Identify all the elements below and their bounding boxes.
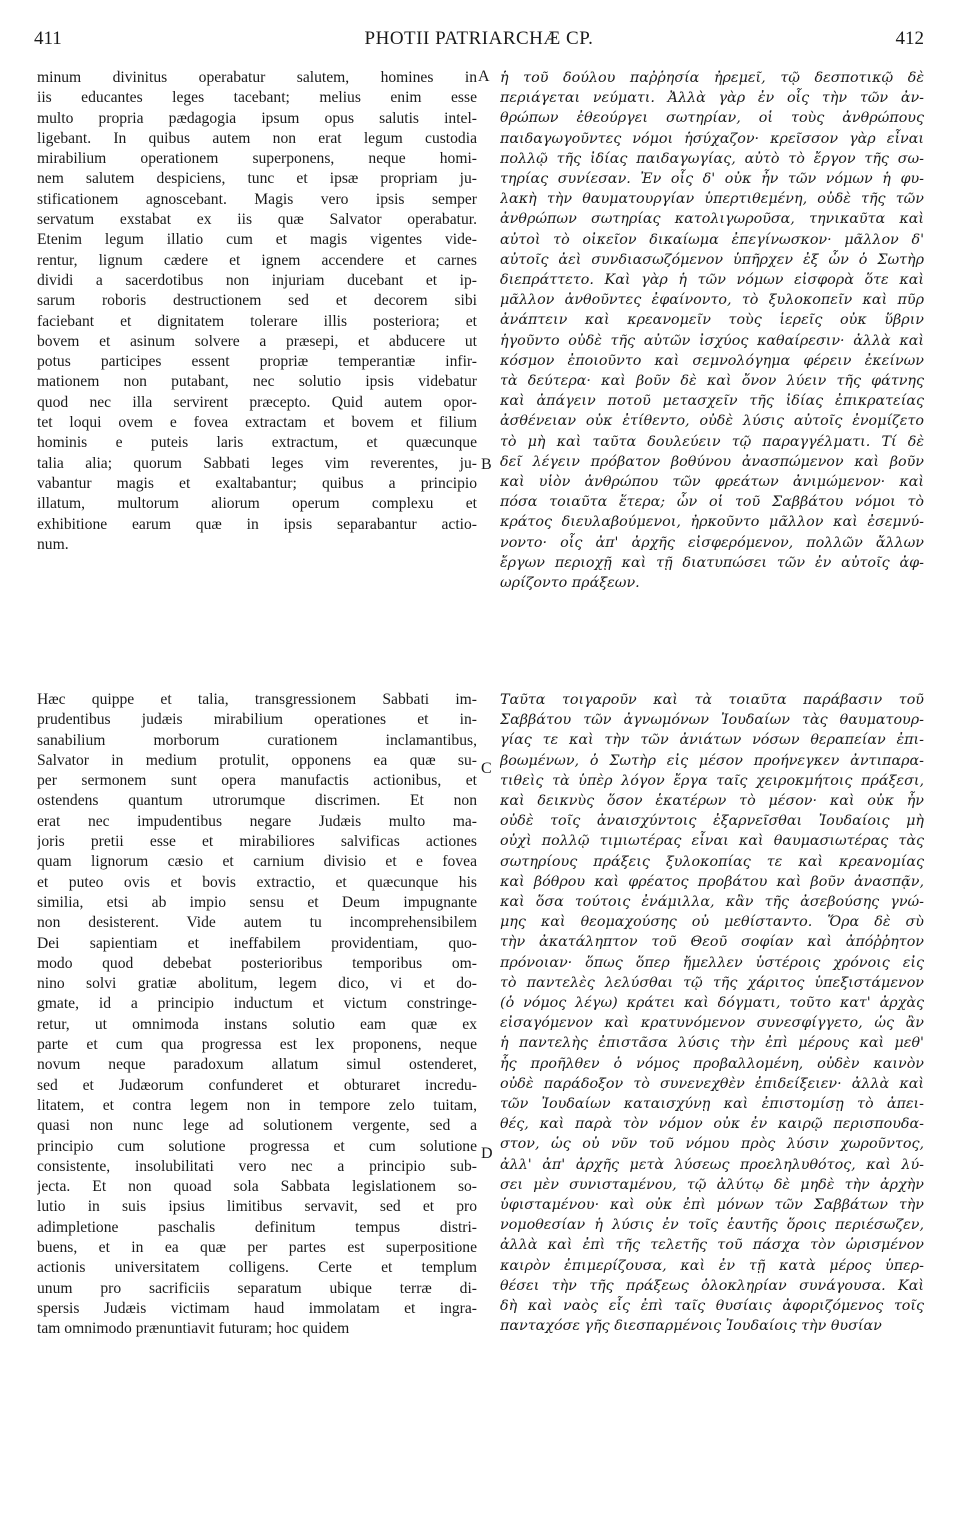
text-line: ἀλλὰ καὶ ἐπὶ τῆς τελετῆς τοῦ πάσχα τὸν ὡρισμένον <box>500 1237 924 1254</box>
text-line: καὶ βόθρου καὶ φρέατος προβάτου καὶ βοῦν ἀνασπᾷν, <box>500 873 924 890</box>
text-line: faciebant et dignitatem tolerare illis posteriora; et <box>37 312 477 330</box>
text-line: quod nec illa servirent præcepto. Quid autem opor- <box>37 393 477 411</box>
text-line: δεῖ λέγειν πρόβατον βοθύνου ἀνασπώμενον καὶ βοῦν <box>500 453 924 470</box>
text-line: ἀσθένειαν οὐκ ἐτίθεντο, οὐδὲ λύσις αὐτοῖς ἐνομίζετο <box>500 413 924 430</box>
text-line: jecta. Et non quoad sola Sabbata legislationem so- <box>37 1178 477 1196</box>
text-line: πρόνοιαν· ὅπως ὅπερ ἤμελλεν ὑστέροις χρόνοις εἰς <box>500 954 924 971</box>
text-line: potus participes essent propriæ temperantiæ infir- <box>37 353 477 371</box>
text-line: per sermonem sunt opera manufactis actionibus, et <box>37 772 477 790</box>
text-line: sed et Judæorum confunderet et obturaret incredu- <box>37 1076 477 1094</box>
text-line: prudentibus judæis mirabilium operationes et in- <box>37 711 477 729</box>
text-line: αὐτοὶ τὸ οἰκεῖον δικαίωμα ἐπεγίνωσκον· μᾶλλον δ' <box>500 231 924 248</box>
text-line: quam lignorum cæsio et carnium divisio et e fovea <box>37 853 477 871</box>
text-line: πανταχόσε γῆς διεσπαρμένοις Ἰουδαίοις τὴν θυσίαν <box>500 1318 882 1335</box>
text-line: τῶν Ἰουδαίων καταισχύνῃ καὶ ἐπιστομίσῃ τὸ ἀπει- <box>500 1096 924 1113</box>
text-line: δὴ καὶ ναὸς εἷς ἐπὶ ταῖς θυσίαις ἀφοριζόμενος τοῖς <box>500 1298 924 1315</box>
text-line: unum pro sacrificiis separatum ubique terræ di- <box>37 1279 477 1297</box>
text-line: κράτος διευλαβούμενοι, ἠρκοῦντο μᾶλλον καὶ ἐσεμνύ- <box>500 514 924 531</box>
text-line: mationem non putabant, nec solutio ipsis videbatur <box>37 373 477 391</box>
text-line: retur, ut omnimoda instans solutio eam quæ ex <box>37 1015 477 1033</box>
text-line: servatum exstabat ex iis quæ Salvator operabatur. <box>37 211 477 229</box>
text-line: νομοθεσίαν ἡ λύσις ἐν τοῖς ἑαυτῆς ὅροις περιέσωζεν, <box>500 1217 924 1234</box>
text-line: ἔργων περιοχῇ καὶ τῇ διατυπώσει τῶν ἐν αὐτοῖς ἀφ- <box>500 554 924 571</box>
text-line: gmate, id a principio inductum et victum constringe- <box>37 995 477 1013</box>
text-line: τὸ μὴ καὶ ταῦτα δουλεύειν τῷ παραγγέλματι. Τί δὲ <box>500 433 924 450</box>
text-line: sanabilium morborum curationem inclamantibus, <box>37 731 477 749</box>
text-line: μᾶλλον ἀνθοῦντες ἐφαίνοντο, τὸ ξυλοκοπεῖν καὶ πῦρ <box>500 292 924 309</box>
margin-marker-b: B <box>481 456 492 473</box>
text-line: διεπράττετο. Καὶ γὰρ ἡ τῶν νόμων εἰσφορὰ ὅτε καὶ <box>500 272 924 289</box>
text-line: λακὴ τὴν θαυματουργίαν ὑπερτιθεμένη, οὐδὲ τῆς τῶν <box>500 191 924 208</box>
text-line: οὐχὶ πολλῷ τιμιωτέρας εἶναι καὶ θαυμασιωτέρας τὰς <box>500 833 924 850</box>
text-line: ωρίζοντο πράξεων. <box>500 575 640 592</box>
text-line: dividi a sacerdotibus non injuriam ducebant et ip- <box>37 271 477 289</box>
text-line: τὸ παντελὲς λελύσθαι τῷ τῆς χάριτος ὑπεξιστάμενον <box>500 974 924 991</box>
text-line: non desisterent. Vide autem tu incomprehensibilem <box>37 914 477 932</box>
latin-column-bottom <box>37 690 477 1530</box>
text-line: ligebant. In quibus autem non erat legum custodia <box>37 129 477 147</box>
text-line: (ὁ νόμος λέγω) κράτει καὶ δόγματι, τοῦτο κατ' ἀρχὰς <box>500 995 924 1012</box>
text-line: ἡ τοῦ δούλου παῤῥησία ἠρεμεῖ, τῷ δεσποτικῷ δὲ <box>500 70 924 86</box>
text-line: litatem, et contra legem non in tempore zelo tuitam, <box>37 1096 477 1114</box>
text-line: parte et cum qua progressa est lex proponens, neque <box>37 1036 477 1054</box>
page-number-right: 412 <box>895 28 924 49</box>
text-line: et puteo ovis et bovis extractio, et quæcunque his <box>37 873 477 891</box>
text-line: illatum, multorum aliorum operum complexu et <box>37 495 477 513</box>
text-line: nem salutem despiciens, tunc et ipsæ propriam ju- <box>37 170 477 188</box>
text-line: καὶ δεικνὺς ὅσον ἑκατέρων τὸ μέσον· καὶ οὐκ ἦν <box>500 793 924 810</box>
text-line: νοντο· οἷς ἀπ' ἀρχῆς εἰσφερόμενον, πολλῶν ἄλλων <box>500 534 924 551</box>
text-line: θρώπων ἐθεούργει σωτηρίαν, οἱ τοὺς ἀνθρώπους <box>500 110 924 127</box>
text-line: ἧς προῆλθεν ὁ νόμος προβαλλομένη, οὐδὲν καινὸν <box>500 1055 924 1072</box>
text-line: μης καὶ θεομαχούσης οὐ μεθίσταντο. Ὅρα δὲ σὺ <box>500 914 924 931</box>
text-line: καὶ ἀπάγειν ποτοῦ μετασχεῖν τῆς ἰδίας ἐπικρατείας <box>500 393 924 410</box>
text-line: rentur, lignum cædere et ignem accendere et carnes <box>37 251 477 269</box>
text-line: multo propria pædagogia ipsum opus salutis intel- <box>37 109 477 127</box>
text-line: τὴν ἀκατάληπτον τοῦ Θεοῦ σοφίαν καὶ ἀπόῤῥητον <box>500 934 924 951</box>
running-title: PHOTII PATRIARCHÆ CP. <box>364 28 594 49</box>
text-line: modo quod debebat posterioribus temporibus om- <box>37 954 477 972</box>
text-line: buens, et in ea quæ per partes est superpositione <box>37 1239 477 1257</box>
text-line: Salvator in medium protulit, opponens ea quæ su- <box>37 751 477 769</box>
text-line: σει μὲν συνισταμένου, τῷ ἀλύτῳ δὲ μηδὲ τὴν ἀρχὴν <box>500 1176 924 1193</box>
text-line: βοωμένων, ὁ Σωτὴρ εἰς μέσον προήνεγκεν ἀντιπαρα- <box>500 752 924 769</box>
text-line: tam omnimodo prænuntiavit futuram; hoc quidem <box>37 1320 350 1338</box>
text-line: joris pretii esse et mirabiliores salvificas actiones <box>37 833 477 851</box>
text-line: πόσα τοιαῦτα ἕτερα; ὧν οἱ τοῦ Σαββάτου νόμοι τὸ <box>500 494 924 511</box>
text-line: num. <box>37 535 69 553</box>
text-line: ostendens quantum utrorumque discrimen. Et non <box>37 792 477 810</box>
text-line: ὑφισταμένου· καὶ οὐκ ἐπὶ μόνων τῶν Σαββάτων τὴν <box>500 1197 924 1214</box>
greek-column-top <box>500 68 924 608</box>
greek-column-bottom <box>500 690 924 1530</box>
text-line: αὐτοῖς ἀεὶ συνδιασωζόμενον ὑπῆρχεν ἐξ ὧν ὁ Σωτὴρ <box>500 251 924 268</box>
text-line: bovem et asinum solvere a præsepi, et abducere ut <box>37 332 477 350</box>
text-line: ἀλλ' ἀπ' ἀρχῆς μετὰ λύσεως προεληλυθότος, καὶ λύ- <box>500 1156 924 1173</box>
text-line: ἡγοῦντο οὐδὲ τῆς αὐτῶν ἰσχύος καθαίρεσιν· ἀλλὰ καὶ <box>500 332 924 349</box>
text-line: καιρὸν ἐπιμερίζουσα, καὶ ἐν τῇ κατὰ μέρος ὑπερ- <box>500 1257 924 1274</box>
text-line: sarum roboris destructionem sed et decorem sibi <box>37 292 477 310</box>
text-line: καὶ ὅσα τούτοις ἐνάμιλλα, κἂν τῆς ἀσεβούσης γνώ- <box>500 894 924 911</box>
text-line: hominis e puteis laris extractum, et quæcunque <box>37 434 477 452</box>
text-line: τιθεὶς τὰ ὑπὲρ λόγον ἔργα ταῖς χειροκμήτοις πράξεσι, <box>500 772 924 789</box>
text-line: πολλῷ τῆς ἰδίας παιδαγωγίας, αὐτὸ τὸ ἔργον τῆς σω- <box>500 150 924 167</box>
text-line: exhibitione earum quæ in ipsis separabantur actio- <box>37 515 477 533</box>
text-line: θέσει τὴν τῆς πράξεως ὁλοκληρίαν συνάγουσα. Καὶ <box>500 1277 924 1294</box>
text-line: σωτηρίους πράξεις ξυλοκοπίας τε καὶ κρεανομίας <box>500 853 924 870</box>
text-line: ἡ παντελὴς ἐπιστᾶσα λύσις τὴν ἐπὶ μέρους καὶ μεθ' <box>500 1035 924 1052</box>
text-line: novum neque paradoxum allatum simul ostenderet, <box>37 1056 477 1074</box>
text-line: lutio in suis ipsius limitibus servavit, sed et pro <box>37 1198 477 1216</box>
margin-marker-a: A <box>478 68 490 85</box>
text-line: οὐδὲ τοῖς ἀναισχύντοις ἐξαρνεῖσθαι Ἰουδαίοις μὴ <box>500 813 924 830</box>
text-line: Hæc quippe et talia, transgressionem Sabbati im- <box>37 691 477 708</box>
text-line: erat nec impudentibus negare Judæis multo ma- <box>37 812 477 830</box>
text-line: quasi non nunc lege ad solutionem vergente, sed a <box>37 1117 477 1135</box>
text-line: adimpletione paschalis definitum tempus distri- <box>37 1218 477 1236</box>
text-line: stificationem agnoscebant. Magis vero ipsis semper <box>37 190 477 208</box>
text-line: similia, etsi ab impio sensu et Deum impugnante <box>37 893 477 911</box>
text-line: Σαββάτου τῶν ἀγνωμόνων Ἰουδαίων τὰς θαυματουρ- <box>500 712 924 729</box>
text-line: principio cum solutione progressa et cum solutione <box>37 1137 477 1155</box>
text-line: τηρίας συνίεσαν. Ἐν οἷς δ' οὐκ ἦν τῶν νόμων ἡ φυ- <box>500 171 924 188</box>
text-line: actionis universitatem colligens. Certe et templum <box>37 1259 477 1277</box>
latin-column-top <box>37 68 477 568</box>
text-line: tet loqui ovem e fovea extractam et bovem et filium <box>37 414 477 432</box>
text-line: περιάγεται νεύματι. Ἀλλὰ γὰρ ἐν οἷς τὴν τῶν ἀν- <box>500 90 924 107</box>
text-line: θές, καὶ παρὰ τὸν νόμον οὐκ ἐν καιρῷ περισπουδα- <box>500 1116 924 1133</box>
text-line: vabantur magis et exaltabantur; quibus a principio <box>37 474 477 492</box>
text-line: κόσμον ἐποιοῦντο καὶ σεμνολόγημα φέρειν ἐκείνων <box>500 352 924 369</box>
text-line: Etenim legum illatio cum et magis vigentes vide- <box>37 231 477 249</box>
text-line: στον, ὡς οὐ νῦν τοῦ νόμου πρὸς λύσιν χωροῦντος, <box>500 1136 924 1153</box>
page-header <box>34 28 924 54</box>
text-line: εἰσαγόμενον καὶ κρατυνόμενον συνεσφίγγετο, ὡς ἂν <box>500 1015 924 1032</box>
text-line: iis educantes leges tacebant; melius enim esse <box>37 89 477 107</box>
text-line: τὰ δεύτερα· καὶ βοῦν δὲ καὶ ὄνον λύειν τῆς φάτνης <box>500 373 924 390</box>
text-line: καὶ υἱὸν ἀνθρώπου τῶν φρεάτων ἀνιμώμενον· καὶ <box>500 474 924 491</box>
text-line: consistente, insolubilitati vero nec a principio sub- <box>37 1157 477 1175</box>
text-line: παιδαγωγοῦντες νόμοι ἡσύχαζον· κρεῖσσον γὰρ εἶναι <box>500 130 924 147</box>
text-line: οὐδὲ παράδοξον τὸ συνενεχθὲν ἐπιδείξειεν· ἀλλὰ καὶ <box>500 1075 924 1092</box>
text-line: talia alia; quorum Sabbati leges vim reverentes, ju- <box>37 454 477 472</box>
text-line: spersis Judæis victimam haud immolatam et ingra- <box>37 1299 477 1317</box>
page-number-left: 411 <box>34 28 62 49</box>
text-line: Ταῦτα τοιγαροῦν καὶ τὰ τοιαῦτα παράβασιν τοῦ <box>500 692 924 708</box>
text-line: ἀνάπτειν καὶ κρεανομεῖν τοὺς ἱερεῖς οὐκ ὕβριν <box>500 312 924 329</box>
margin-marker-c: C <box>481 760 492 777</box>
text-line: minum divinitus operabatur salutem, homines in <box>37 69 477 86</box>
text-line: γίας τε καὶ τὴν τῶν ἀνιάτων νόσων θεραπείαν ἐπι- <box>500 732 924 749</box>
text-line: nino solvi gratiæ abolitum, legem dico, vi et do- <box>37 975 477 993</box>
text-line: mirabilium operationem superponens, neque homi- <box>37 150 477 168</box>
margin-marker-d: D <box>481 1145 493 1162</box>
text-line: Dei sapientiam et ineffabilem providentiam, quo- <box>37 934 477 952</box>
text-line: ἀνθρώπων σωτηρίας κατολιγωροῦσα, τηνικαῦτα καὶ <box>500 211 924 228</box>
